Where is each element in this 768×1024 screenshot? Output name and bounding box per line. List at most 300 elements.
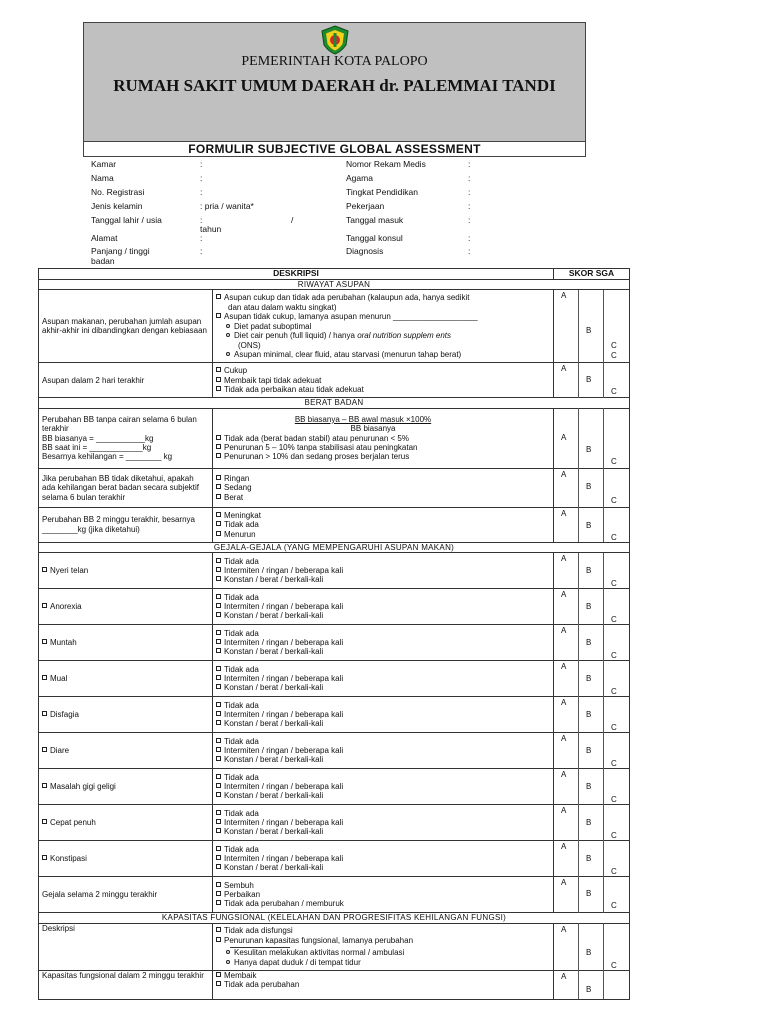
answer-options: [213, 408, 554, 468]
option-checkbox[interactable]: Intermiten / ringan / beberapa kali: [216, 782, 550, 791]
score-b[interactable]: B: [586, 444, 592, 454]
option-checkbox[interactable]: Asupan tidak cukup, lamanya asupan menurun ___________________: [216, 312, 550, 321]
answer-options: [213, 769, 554, 805]
option-checkbox[interactable]: Intermiten / ringan / beberapa kali: [216, 638, 550, 647]
score-a[interactable]: A: [561, 770, 567, 780]
symptom-label[interactable]: Cepat penuh: [39, 805, 213, 841]
score-divider: [603, 661, 604, 697]
option-checkbox[interactable]: Tidak ada: [216, 845, 550, 854]
checkbox-icon: [42, 783, 47, 788]
table-row: [39, 733, 630, 769]
score-a[interactable]: A: [561, 432, 567, 442]
answer-options: [213, 877, 554, 913]
score-c[interactable]: C: [611, 831, 617, 841]
score-cell[interactable]: [554, 507, 630, 542]
label-tgl-masuk: Tanggal masuk: [346, 215, 404, 225]
score-b[interactable]: B: [586, 984, 592, 994]
checkbox-icon: [216, 937, 221, 942]
weight-formula-denominator: BB biasanya: [350, 424, 396, 434]
option-checkbox[interactable]: Konstan / berat / berkali-kali: [216, 755, 550, 764]
table-row: [39, 468, 630, 507]
score-divider: [578, 923, 579, 970]
score-divider: [578, 408, 579, 468]
score-c[interactable]: C: [611, 532, 617, 542]
score-divider: [578, 553, 579, 589]
colon: :: [468, 233, 471, 243]
option-checkbox[interactable]: Tidak ada perubahan: [216, 980, 550, 989]
checkbox-icon: [216, 882, 221, 887]
table-row: [39, 363, 630, 398]
score-divider: [603, 841, 604, 877]
question-line: BB biasanya = ___________kg: [42, 433, 154, 443]
option-checkbox[interactable]: Intermiten / ringan / beberapa kali: [216, 854, 550, 863]
table-row: [39, 625, 630, 661]
question-line: BB saat ini = ____________kg: [42, 443, 152, 453]
option-checkbox[interactable]: Intermiten / ringan / beberapa kali: [216, 710, 550, 719]
table-row: [39, 805, 630, 841]
option-checkbox[interactable]: Ringan: [216, 474, 550, 483]
score-cell[interactable]: [554, 468, 630, 507]
symptom-rows: [39, 553, 630, 877]
option-checkbox[interactable]: Tidak ada: [216, 665, 550, 674]
checkbox-icon: [42, 855, 47, 860]
score-c[interactable]: C: [611, 651, 617, 661]
score-c[interactable]: C: [611, 901, 617, 911]
answer-options: [213, 290, 554, 363]
score-divider: [603, 507, 604, 542]
col-skor: SKOR SGA: [554, 269, 630, 280]
option-checkbox[interactable]: Tidak ada: [216, 809, 550, 818]
checkbox-icon: [216, 810, 221, 815]
checkbox-icon: [216, 927, 221, 932]
question: Jika perubahan BB tidak diketahui, apakah ada kehilangan berat badan secara subjektif selama 6 bulan terakhir: [39, 468, 213, 507]
score-divider: [603, 769, 604, 805]
checkbox-icon: [216, 484, 221, 489]
table-row: [39, 697, 630, 733]
checkbox-icon: [216, 684, 221, 689]
score-c[interactable]: C: [611, 615, 617, 625]
score-divider: [603, 805, 604, 841]
checkbox-icon: [216, 612, 221, 617]
question-line: Besarnya kehilangan = ________ kg: [42, 452, 173, 462]
score-divider: [578, 625, 579, 661]
score-a[interactable]: A: [561, 626, 567, 636]
table-row: [39, 408, 630, 468]
score-divider: [578, 363, 579, 398]
score-divider: [578, 970, 579, 999]
score-c[interactable]: C: [611, 759, 617, 769]
checkbox-icon: [42, 603, 47, 608]
option-checkbox[interactable]: Membaik: [216, 971, 550, 980]
form-title: FORMULIR SUBJECTIVE GLOBAL ASSESSMENT: [83, 142, 586, 157]
score-c[interactable]: C: [611, 456, 617, 466]
score-cell[interactable]: [554, 661, 630, 697]
checkbox-icon: [216, 377, 221, 382]
table-row: [39, 507, 630, 542]
checkbox-icon: [216, 603, 221, 608]
option-checkbox[interactable]: Konstan / berat / berkali-kali: [216, 647, 550, 656]
option-checkbox[interactable]: Tidak ada perbaikan atau tidak adekuat: [216, 385, 550, 394]
question: Perubahan BB 2 minggu terakhir, besarnya ________kg (jika diketahui): [39, 507, 213, 542]
option-checkbox[interactable]: Tidak ada: [216, 557, 550, 566]
answer-options: [213, 970, 554, 999]
checkbox-icon: [216, 891, 221, 896]
score-c[interactable]: C: [611, 341, 617, 351]
table-row: [39, 923, 630, 970]
checkbox-icon: [42, 567, 47, 572]
checkbox-icon: [216, 864, 221, 869]
colon: :: [468, 159, 471, 169]
score-b[interactable]: B: [586, 638, 592, 648]
symptom-label[interactable]: Muntah: [39, 625, 213, 661]
circle-bullet-icon: [226, 352, 230, 356]
option-checkbox[interactable]: Menurun: [216, 530, 550, 539]
colon: :: [468, 187, 471, 197]
answer-options: [213, 733, 554, 769]
score-divider: [578, 589, 579, 625]
score-divider: [603, 408, 604, 468]
table-row: [39, 290, 630, 363]
checkbox-icon: [42, 711, 47, 716]
option-checkbox[interactable]: Tidak ada: [216, 593, 550, 602]
answer-options: [213, 625, 554, 661]
checkbox-icon: [216, 846, 221, 851]
score-divider: [578, 769, 579, 805]
table-row: [39, 877, 630, 913]
section-riwayat-asupan: RIWAYAT ASUPAN: [39, 280, 630, 290]
checkbox-icon: [216, 313, 221, 318]
symptom-label[interactable]: Disfagia: [39, 697, 213, 733]
score-a[interactable]: A: [561, 469, 567, 479]
symptom-label[interactable]: Konstipasi: [39, 841, 213, 877]
checkbox-icon: [216, 435, 221, 440]
label-tanggal-lahir: Tanggal lahir / usia: [91, 215, 162, 225]
score-c[interactable]: C: [611, 795, 617, 805]
score-divider: [578, 697, 579, 733]
score-divider: [603, 553, 604, 589]
score-b[interactable]: B: [586, 375, 592, 385]
checkbox-icon: [216, 386, 221, 391]
score-a[interactable]: A: [561, 842, 567, 852]
answer-options: [213, 805, 554, 841]
score-divider: [578, 877, 579, 913]
option-checkbox[interactable]: Konstan / berat / berkali-kali: [216, 791, 550, 800]
option-checkbox[interactable]: Tidak ada: [216, 520, 550, 529]
checkbox-icon: [216, 747, 221, 752]
score-a[interactable]: A: [561, 508, 567, 518]
score-c[interactable]: C: [611, 960, 617, 970]
score-c[interactable]: C: [611, 867, 617, 877]
option-checkbox[interactable]: Perbaikan: [216, 890, 550, 899]
score-divider: [603, 468, 604, 507]
score-cell[interactable]: [554, 769, 630, 805]
sub-option[interactable]: Hanya dapat duduk / di tempat tidur: [216, 958, 550, 967]
checkbox-icon: [216, 783, 221, 788]
score-divider: [603, 625, 604, 661]
label-nama: Nama: [91, 173, 114, 183]
option-checkbox[interactable]: Intermiten / ringan / beberapa kali: [216, 602, 550, 611]
option-checkbox[interactable]: Tidak ada: [216, 701, 550, 710]
symptom-label[interactable]: Nyeri telan: [39, 553, 213, 589]
option-checkbox[interactable]: Konstan / berat / berkali-kali: [216, 683, 550, 692]
score-a[interactable]: A: [561, 734, 567, 744]
checkbox-icon: [216, 475, 221, 480]
score-b[interactable]: B: [586, 520, 592, 530]
answer-options: [213, 841, 554, 877]
label-no-registrasi: No. Registrasi: [91, 187, 145, 197]
checkbox-icon: [216, 900, 221, 905]
checkbox-icon: [216, 738, 221, 743]
checkbox-icon: [216, 828, 221, 833]
score-divider: [603, 363, 604, 398]
sub-option[interactable]: Diet cair penuh (full liquid) / hanya oral nutrition supplem ents: [216, 331, 550, 340]
sub-option[interactable]: Kesulitan melakukan aktivitas normal / ambulasi: [216, 948, 550, 957]
label-pekerjaan: Pekerjaan: [346, 201, 385, 211]
score-cell[interactable]: [554, 290, 630, 363]
checkbox-icon: [216, 444, 221, 449]
option-checkbox[interactable]: Tidak ada: [216, 737, 550, 746]
score-cell[interactable]: [554, 589, 630, 625]
score-divider: [603, 697, 604, 733]
option-checkbox[interactable]: Konstan / berat / berkali-kali: [216, 863, 550, 872]
sub-option[interactable]: Asupan minimal, clear fluid, atau starvasi (menurun tahap berat): [216, 350, 550, 359]
col-deskripsi: DESKRIPSI: [39, 269, 554, 280]
label-no-rm: Nomor Rekam Medis: [346, 159, 426, 169]
checkbox-icon: [216, 294, 221, 299]
weight-formula: BB biasanya – BB awal masuk ×100%: [294, 414, 432, 424]
answer-options: [213, 923, 554, 970]
score-divider: [603, 733, 604, 769]
score-b[interactable]: B: [586, 481, 592, 491]
question: Deskripsi: [39, 923, 213, 970]
colon: :: [468, 201, 471, 211]
checkbox-icon: [216, 774, 221, 779]
checkbox-icon: [216, 675, 221, 680]
checkbox-icon: [216, 367, 221, 372]
score-cell[interactable]: [554, 805, 630, 841]
score-divider: [578, 661, 579, 697]
score-divider: [578, 290, 579, 363]
option-checkbox[interactable]: Membaik tapi tidak adekuat: [216, 376, 550, 385]
option-checkbox[interactable]: Tidak ada: [216, 773, 550, 782]
checkbox-icon: [216, 531, 221, 536]
table-row: [39, 553, 630, 589]
label-jenis-kelamin: Jenis kelamin: [91, 201, 143, 211]
checkbox-icon: [216, 576, 221, 581]
option-checkbox[interactable]: Tidak ada perubahan / memburuk: [216, 899, 550, 908]
score-cell[interactable]: [554, 841, 630, 877]
option-checkbox[interactable]: Penurunan > 10% dan sedang proses berjalan terus: [216, 452, 550, 461]
score-cell[interactable]: [554, 970, 630, 999]
letterhead: [83, 22, 586, 142]
colon: :: [200, 173, 203, 183]
checkbox-icon: [216, 639, 221, 644]
option-continuation: dan atau dalam waktu singkat): [228, 302, 337, 312]
score-c[interactable]: C: [611, 351, 617, 361]
question: [39, 408, 213, 468]
option-checkbox[interactable]: Intermiten / ringan / beberapa kali: [216, 746, 550, 755]
colon: :: [200, 159, 203, 169]
option-checkbox[interactable]: Cukup: [216, 366, 550, 375]
symptom-label[interactable]: Anorexia: [39, 589, 213, 625]
checkbox-icon: [42, 747, 47, 752]
score-a[interactable]: A: [561, 291, 567, 301]
symptom-label[interactable]: Diare: [39, 733, 213, 769]
score-c[interactable]: C: [611, 687, 617, 697]
answer-options: [213, 468, 554, 507]
option-checkbox[interactable]: Sedang: [216, 483, 550, 492]
checkbox-icon: [216, 512, 221, 517]
checkbox-icon: [216, 558, 221, 563]
label-panjang: Panjang / tinggi badan: [91, 246, 150, 266]
option-checkbox[interactable]: Berat: [216, 493, 550, 502]
score-b[interactable]: B: [586, 566, 592, 576]
section-kapasitas: KAPASITAS FUNGSIONAL (KELELAHAN DAN PROGRESIFITAS KEHILANGAN FUNGSI): [39, 913, 630, 923]
score-a[interactable]: A: [561, 662, 567, 672]
label-tahun: tahun: [200, 224, 222, 234]
option-checkbox[interactable]: Konstan / berat / berkali-kali: [216, 719, 550, 728]
colon: :: [200, 215, 203, 225]
label-kamar: Kamar: [91, 159, 117, 169]
score-divider: [578, 507, 579, 542]
answer-options: [213, 589, 554, 625]
colon: :: [200, 187, 203, 197]
symptom-label[interactable]: Mual: [39, 661, 213, 697]
score-b[interactable]: B: [586, 782, 592, 792]
checkbox-icon: [216, 630, 221, 635]
score-cell[interactable]: [554, 923, 630, 970]
checkbox-icon: [216, 981, 221, 986]
score-divider: [603, 923, 604, 970]
score-c[interactable]: C: [611, 579, 617, 589]
score-c[interactable]: C: [611, 723, 617, 733]
option-checkbox[interactable]: Tidak ada disfungsi: [216, 926, 550, 935]
colon: :: [468, 215, 471, 225]
checkbox-icon: [216, 702, 221, 707]
option-checkbox[interactable]: Konstan / berat / berkali-kali: [216, 827, 550, 836]
score-cell[interactable]: [554, 553, 630, 589]
score-divider: [603, 290, 604, 363]
hospital-name: RUMAH SAKIT UMUM DAERAH dr. PALEMMAI TANDI: [113, 76, 556, 95]
answer-options: [213, 697, 554, 733]
symptom-label[interactable]: Masalah gigi geligi: [39, 769, 213, 805]
score-b[interactable]: B: [586, 818, 592, 828]
table-row: [39, 841, 630, 877]
section-gejala: GEJALA-GEJALA (YANG MEMPENGARUHI ASUPAN MAKAN): [39, 542, 630, 552]
score-a[interactable]: A: [561, 878, 567, 888]
colon: :: [200, 246, 203, 256]
label-pendidikan: Tingkat Pendidikan: [346, 187, 418, 197]
checkbox-icon: [216, 594, 221, 599]
checkbox-icon: [216, 711, 221, 716]
score-divider: [578, 468, 579, 507]
score-a[interactable]: A: [561, 971, 567, 981]
checkbox-icon: [216, 648, 221, 653]
checkbox-icon: [216, 972, 221, 977]
score-a[interactable]: A: [561, 806, 567, 816]
checkbox-icon: [216, 567, 221, 572]
table-row: [39, 769, 630, 805]
table-row: [39, 661, 630, 697]
checkbox-icon: [216, 819, 221, 824]
question: Asupan makanan, perubahan jumlah asupan akhir-akhir ini dibandingkan dengan kebiasaan: [39, 290, 213, 363]
option-checkbox[interactable]: Tidak ada: [216, 629, 550, 638]
checkbox-icon: [216, 756, 221, 761]
colon: :: [200, 233, 203, 243]
circle-bullet-icon: [226, 950, 230, 954]
score-b[interactable]: B: [586, 710, 592, 720]
option-checkbox[interactable]: Sembuh: [216, 881, 550, 890]
checkbox-icon: [216, 666, 221, 671]
score-divider: [578, 841, 579, 877]
score-c[interactable]: C: [611, 387, 617, 397]
option-checkbox[interactable]: Penurunan 5 – 10% tanpa stabilisasi atau peningkatan: [216, 443, 550, 452]
score-a[interactable]: A: [561, 590, 567, 600]
score-a[interactable]: A: [561, 698, 567, 708]
sga-table: [38, 268, 630, 1000]
score-cell[interactable]: [554, 408, 630, 468]
score-cell[interactable]: [554, 625, 630, 661]
score-a[interactable]: A: [561, 924, 567, 934]
option-checkbox[interactable]: Tidak ada (berat badan stabil) atau penurunan < 5%: [216, 434, 550, 443]
option-checkbox[interactable]: Konstan / berat / berkali-kali: [216, 611, 550, 620]
question: Asupan dalam 2 hari terakhir: [39, 363, 213, 398]
score-c[interactable]: C: [611, 495, 617, 505]
circle-bullet-icon: [226, 333, 230, 337]
colon: :: [468, 246, 471, 256]
option-checkbox[interactable]: Asupan cukup dan tidak ada perubahan (kalaupun ada, hanya sedikit: [216, 293, 550, 302]
question: Gejala selama 2 minggu terakhir: [39, 877, 213, 913]
government-name: PEMERINTAH KOTA PALOPO: [241, 54, 428, 69]
score-b[interactable]: B: [586, 947, 592, 957]
score-b[interactable]: B: [586, 854, 592, 864]
option-checkbox[interactable]: Intermiten / ringan / beberapa kali: [216, 566, 550, 575]
checkbox-icon: [216, 494, 221, 499]
score-b[interactable]: B: [586, 889, 592, 899]
option-checkbox[interactable]: Konstan / berat / berkali-kali: [216, 575, 550, 584]
checkbox-icon: [216, 521, 221, 526]
score-b[interactable]: B: [586, 674, 592, 684]
section-berat-badan: BERAT BADAN: [39, 398, 630, 408]
answer-options: [213, 661, 554, 697]
checkbox-icon: [42, 819, 47, 824]
answer-options: [213, 363, 554, 398]
option-checkbox[interactable]: Meningkat: [216, 511, 550, 520]
sub-option[interactable]: Diet padat suboptimal: [216, 322, 550, 331]
score-cell[interactable]: [554, 733, 630, 769]
option-checkbox[interactable]: Intermiten / ringan / beberapa kali: [216, 674, 550, 683]
checkbox-icon: [42, 675, 47, 680]
option-checkbox[interactable]: Intermiten / ringan / beberapa kali: [216, 818, 550, 827]
score-b[interactable]: B: [586, 602, 592, 612]
table-row: [39, 970, 630, 999]
colon: :: [468, 173, 471, 183]
option-checkbox[interactable]: Penurunan kapasitas fungsional, lamanya perubahan: [216, 936, 550, 945]
score-a[interactable]: A: [561, 554, 567, 564]
score-b[interactable]: B: [586, 746, 592, 756]
checkbox-icon: [216, 855, 221, 860]
score-divider: [603, 589, 604, 625]
score-divider: [578, 805, 579, 841]
score-cell[interactable]: [554, 697, 630, 733]
checkbox-icon: [216, 720, 221, 725]
score-cell[interactable]: [554, 877, 630, 913]
score-b[interactable]: B: [586, 326, 592, 336]
question: Kapasitas fungsional dalam 2 minggu terakhir: [39, 970, 213, 999]
score-cell[interactable]: [554, 363, 630, 398]
score-a[interactable]: A: [561, 364, 567, 374]
table-row: [39, 589, 630, 625]
